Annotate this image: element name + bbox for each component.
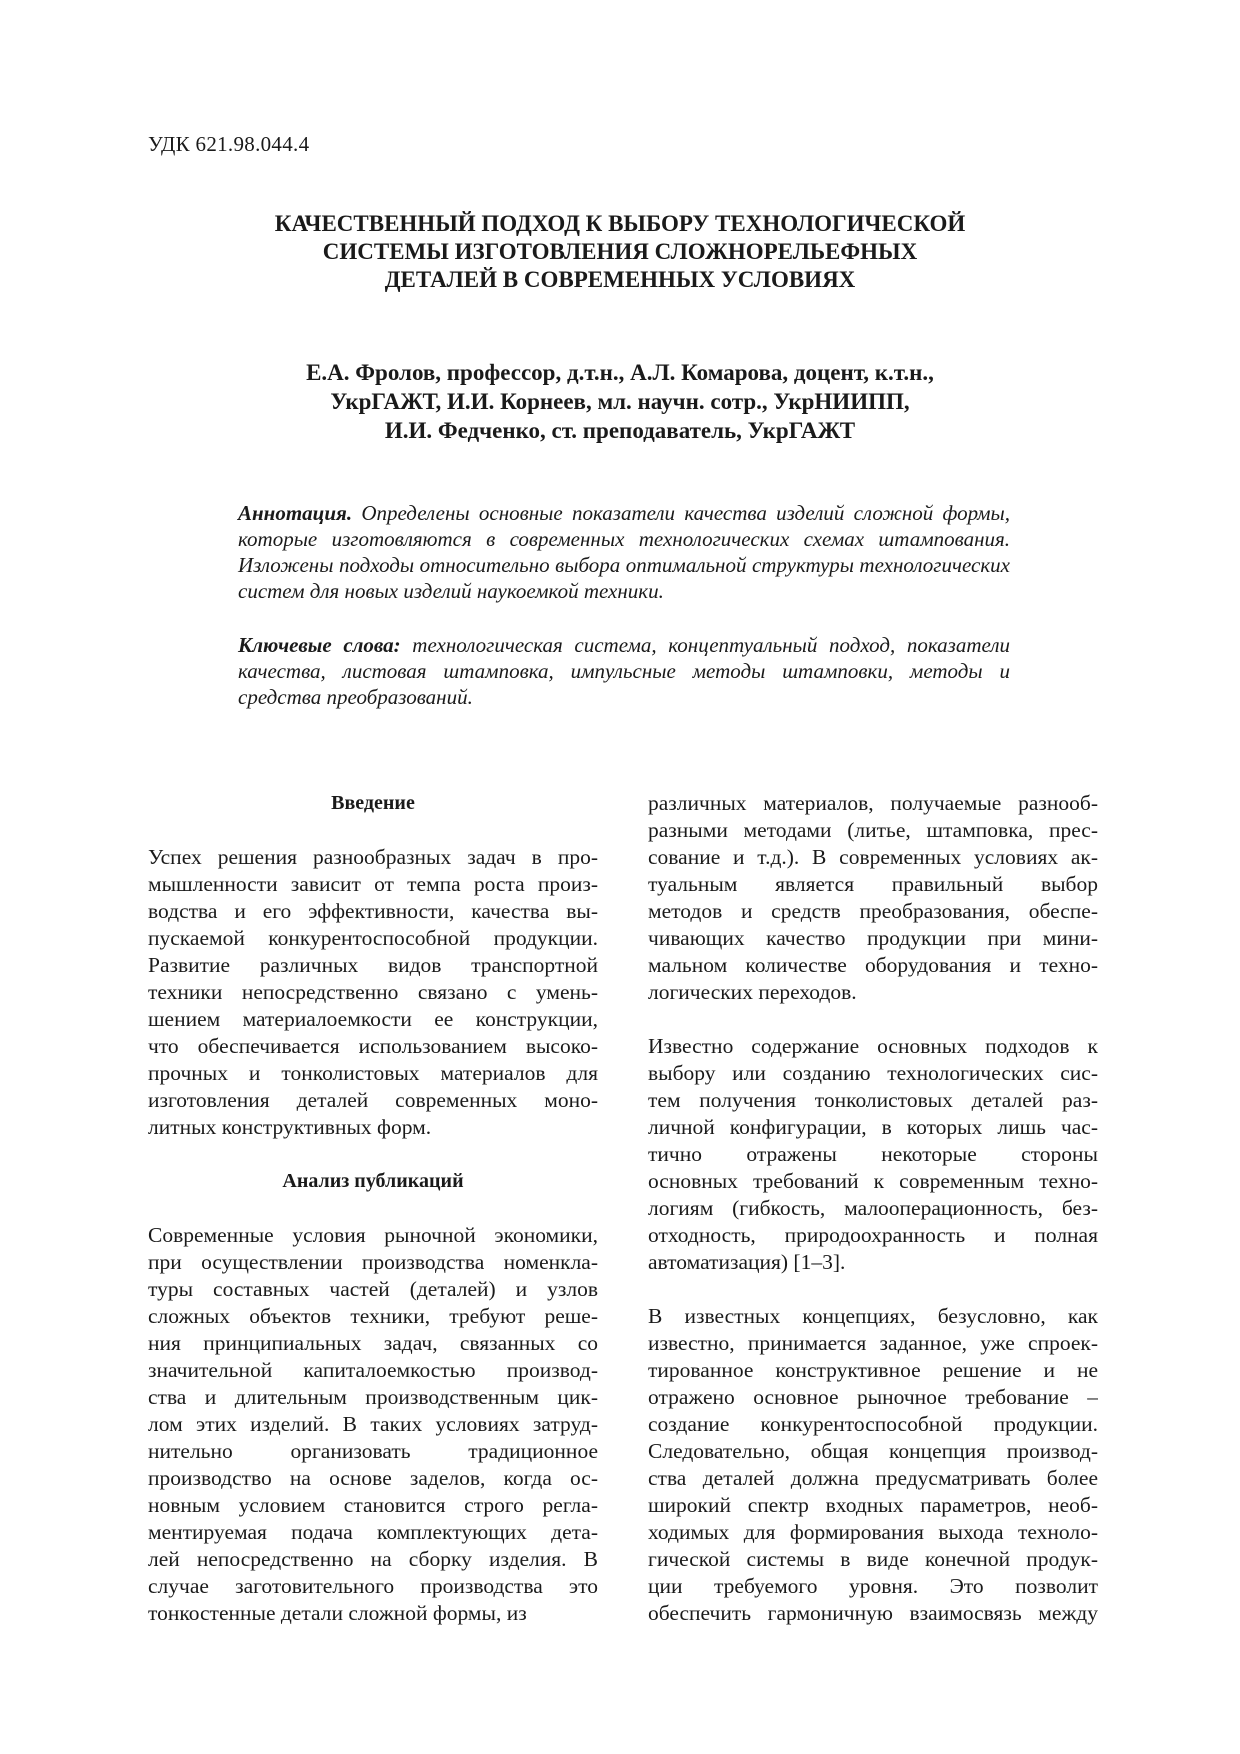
abstract-label: Аннотация.: [238, 501, 353, 525]
text-line: личной конфигурации, в которых лишь час-: [648, 1115, 1098, 1139]
text-line: изготовления деталей современных моно-: [148, 1088, 598, 1112]
abstract: [238, 500, 1010, 604]
analysis-paragraph: [148, 1222, 598, 1627]
text-line: мальном количестве оборудования и техно-: [648, 953, 1098, 977]
text-line: тонкостенные детали сложной формы, из: [148, 1601, 527, 1625]
keywords: [238, 632, 1010, 710]
text-line: что обеспечивается использованием высоко-: [148, 1034, 598, 1058]
left-column: [148, 790, 598, 1654]
text-line: логических переходов.: [648, 980, 857, 1004]
title-line: ДЕТАЛЕЙ В СОВРЕМЕННЫХ УСЛОВИЯХ: [384, 267, 856, 292]
author-line: Е.А. Фролов, профессор, д.т.н., А.Л. Комарова, доцент, к.т.н.,: [306, 360, 934, 385]
intro-paragraph: [148, 844, 598, 1141]
authors-block: [148, 358, 1092, 445]
right-paragraph-3: [648, 1303, 1098, 1627]
right-paragraph-1: [648, 790, 1098, 1006]
text-line: водства и его эффективности, качества вы-: [148, 899, 598, 923]
text-line: мышленности зависит от темпа роста произ-: [148, 872, 598, 896]
text-line: нительно организовать традиционное: [148, 1439, 598, 1463]
text-line: новным условием становится строго регла-: [148, 1493, 598, 1517]
text-line: В известных концепциях, безусловно, как: [648, 1304, 1098, 1328]
section-heading-intro: Введение: [331, 792, 415, 814]
title-line: СИСТЕМЫ ИЗГОТОВЛЕНИЯ СЛОЖНОРЕЛЬЕФНЫХ: [322, 239, 918, 264]
text-line: Следовательно, общая концепция производ-: [648, 1439, 1098, 1463]
text-line: основных требований к современным техно-: [648, 1169, 1098, 1193]
text-line: техники непосредственно связано с умень-: [148, 980, 598, 1004]
right-paragraph-2: [648, 1033, 1098, 1276]
text-line: производство на основе заделов, когда ос-: [148, 1466, 598, 1490]
keywords-label: Ключевые слова:: [238, 633, 401, 657]
paper-title: [148, 210, 1092, 294]
author-line: И.И. Федченко, ст. преподаватель, УкрГАЖТ: [384, 418, 856, 443]
text-line: ния принципиальных задач, связанных со: [148, 1331, 598, 1355]
text-line: шением материалоемкости ее конструкции,: [148, 1007, 598, 1031]
text-line: тированное конструктивное решение и не: [648, 1358, 1098, 1382]
text-line: гической системы в виде конечной продук-: [648, 1547, 1098, 1571]
abstract-text: Определены основные показатели качества изделий сложной формы, которые изготовляются в современных технологических схемах штампования. Изложены подходы относительно выбора оптимальной структуры технологических систем для новых изделий наукоемкой техники.: [238, 501, 1010, 603]
text-line: туры составных частей (деталей) и узлов: [148, 1277, 598, 1301]
text-line: тично отражены некоторые стороны: [648, 1142, 1098, 1166]
text-line: пускаемой конкурентоспособной продукции.: [148, 926, 598, 950]
text-line: ментируемая подача комплектующих дета-: [148, 1520, 598, 1544]
text-line: разными методами (литье, штамповка, прес-: [648, 818, 1098, 842]
text-line: туальным является правильный выбор: [648, 872, 1098, 896]
text-line: выбору или созданию технологических сис-: [648, 1061, 1098, 1085]
keywords-text: технологическая система, концептуальный подход, показатели качества, листовая штамповка, импульсные методы штамповки, методы и средства преобразований.: [238, 633, 1010, 709]
section-heading-analysis: Анализ публикаций: [282, 1170, 464, 1192]
text-line: лом этих изделий. В таких условиях затруд-: [148, 1412, 598, 1436]
text-line: чивающих качество продукции при мини-: [648, 926, 1098, 950]
text-line: значительной капиталоемкостью производ-: [148, 1358, 598, 1382]
text-line: прочных и тонколистовых материалов для: [148, 1061, 598, 1085]
text-line: известно, принимается заданное, уже спроек-: [648, 1331, 1098, 1355]
text-line: Современные условия рыночной экономики,: [148, 1223, 598, 1247]
text-line: обеспечить гармоничную взаимосвязь между: [648, 1601, 1098, 1625]
text-line: создание конкурентоспособной продукции.: [648, 1412, 1098, 1436]
text-line: автоматизация) [1–3].: [648, 1250, 846, 1274]
text-line: литных конструктивных форм.: [148, 1115, 432, 1139]
text-line: ции требуемого уровня. Это позволит: [648, 1574, 1098, 1598]
text-line: ства и длительным производственным цик-: [148, 1385, 598, 1409]
text-line: ходимых для формирования выхода техноло-: [648, 1520, 1098, 1544]
text-line: сование и т.д.). В современных условиях ак-: [648, 845, 1098, 869]
text-line: широкий спектр входных параметров, необ-: [648, 1493, 1098, 1517]
text-line: Успех решения разнообразных задач в про-: [148, 845, 598, 869]
text-line: случае заготовительного производства это: [148, 1574, 598, 1598]
text-line: различных материалов, получаемые разнооб-: [648, 791, 1098, 815]
text-line: логиям (гибкость, малооперационность, без-: [648, 1196, 1098, 1220]
text-line: тем получения тонколистовых деталей раз-: [648, 1088, 1098, 1112]
text-line: Известно содержание основных подходов к: [648, 1034, 1098, 1058]
text-line: отходность, природоохранность и полная: [648, 1223, 1098, 1247]
text-line: отражено основное рыночное требование –: [648, 1385, 1098, 1409]
text-line: Развитие различных видов транспортной: [148, 953, 598, 977]
text-line: лей непосредственно на сборку изделия. В: [148, 1547, 598, 1571]
text-line: ства деталей должна предусматривать более: [648, 1466, 1098, 1490]
text-line: методов и средств преобразования, обеспе-: [648, 899, 1098, 923]
text-line: сложных объектов техники, требуют реше-: [148, 1304, 598, 1328]
right-column: [648, 790, 1098, 1654]
text-line: при осуществлении производства номенкла-: [148, 1250, 598, 1274]
author-line: УкрГАЖТ, И.И. Корнеев, мл. научн. сотр., УкрНИИПП,: [330, 389, 910, 414]
title-line: КАЧЕСТВЕННЫЙ ПОДХОД К ВЫБОРУ ТЕХНОЛОГИЧЕСКОЙ: [274, 211, 966, 236]
udc-code: УДК 621.98.044.4: [148, 132, 310, 156]
